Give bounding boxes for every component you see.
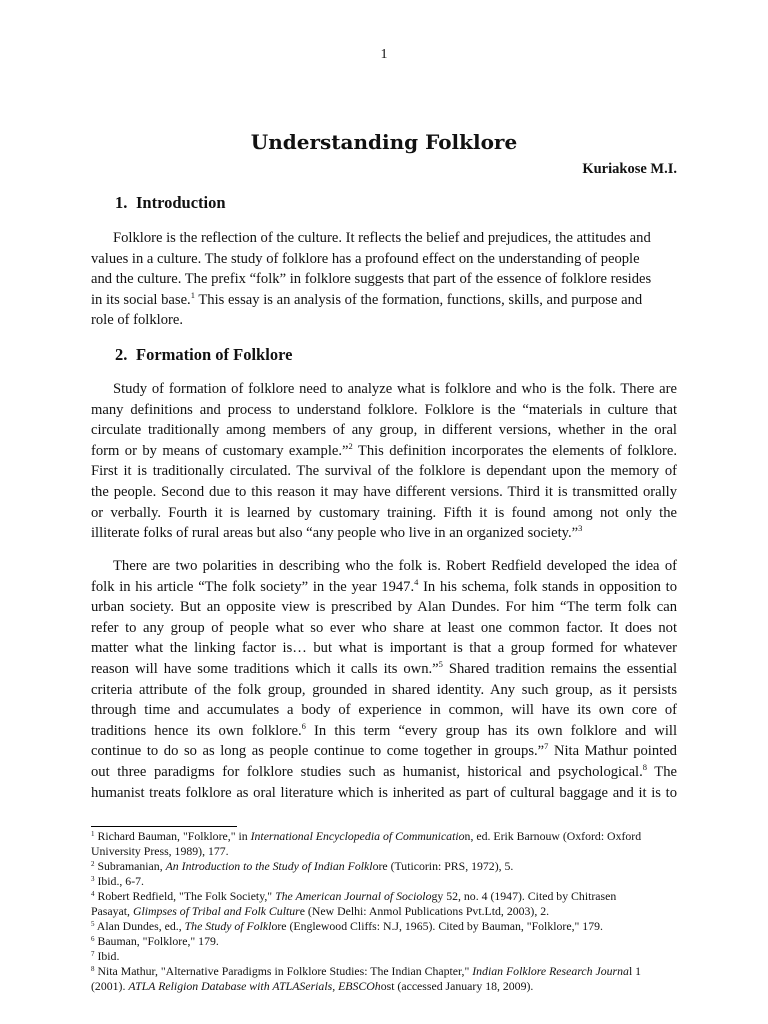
text-line: the people. Second due to this reason it may have different versions. Third it is transmitted orally bbox=[91, 483, 677, 500]
footnote-ref: 7 bbox=[544, 741, 549, 752]
text-run: The bbox=[647, 763, 677, 780]
footnote-number: 2 bbox=[91, 860, 95, 868]
footnote-4 bbox=[91, 889, 681, 904]
text-line: Folklore is the reflection of the culture. It reflects the belief and prejudices, the attitudes and bbox=[113, 230, 651, 246]
footnote-4-continued bbox=[91, 904, 681, 919]
text-line bbox=[91, 721, 677, 742]
text-run: out three paradigms for folklore studies such as humanist, historical and psychological. bbox=[91, 763, 643, 780]
section-title: Introduction bbox=[136, 193, 226, 212]
footnote-ref: 5 bbox=[438, 658, 443, 669]
footnote-title: Indian Folklore Research Journa bbox=[472, 964, 629, 978]
text-run: traditions hence its own folklore. bbox=[91, 722, 302, 739]
footnote-text: (2001). bbox=[91, 979, 129, 993]
footnote-title: An Introduction to the Study of Indian Folkl bbox=[165, 859, 373, 873]
footnote-5 bbox=[91, 919, 681, 934]
footnote-ref: 4 bbox=[414, 576, 419, 587]
text-line: matter what the linking factor is… but what is important is that a group formed for whatever bbox=[91, 640, 677, 657]
footnote-number: 4 bbox=[91, 890, 95, 898]
section-heading-introduction bbox=[115, 193, 226, 213]
text-line: humanist treats folklore as oral literature which is inherited as part of cultural baggage and it is to bbox=[91, 784, 677, 801]
footnote-number: 7 bbox=[91, 950, 95, 958]
footnote-text: Ibid. bbox=[94, 949, 120, 963]
text-run: reason will have some traditions which it calls its own.” bbox=[91, 660, 439, 677]
footnote-separator bbox=[91, 826, 237, 827]
footnote-text: ost (accessed January 18, 2009). bbox=[380, 979, 534, 993]
text-line: First it is traditionally circulated. The survival of the folklore is dependant upon the memory of bbox=[91, 463, 677, 480]
text-run: This essay is an analysis of the formation, functions, skills, and purpose and bbox=[194, 291, 643, 308]
text-line bbox=[91, 741, 677, 762]
footnote-8 bbox=[91, 964, 681, 979]
text-line: urban society. But an opposite view is prescribed by Alan Dundes. For him “The term folk can bbox=[91, 599, 677, 616]
text-line bbox=[91, 577, 677, 598]
introduction-paragraph bbox=[91, 228, 677, 331]
footnote-1 bbox=[91, 829, 681, 844]
footnote-title: Glimpses of Tribal and Folk Cultur bbox=[132, 904, 300, 918]
footnote-text: Alan Dundes, ed., bbox=[94, 919, 185, 933]
footnote-number: 5 bbox=[91, 920, 95, 928]
text-line: criteria attribute of the folk group, grounded in shared identity. Any such group, as it persists bbox=[91, 681, 677, 698]
text-line: circulate traditionally among members of any group, in different versions, whether in the oral bbox=[91, 422, 677, 439]
footnote-3 bbox=[91, 874, 681, 889]
text-line: role of folklore. bbox=[91, 312, 183, 329]
text-line: many definitions and process to understand folklore. Folklore is the “materials in culture that bbox=[91, 401, 677, 418]
footnote-text: Nita Mathur, "Alternative Paradigms in Folklore Studies: The Indian Chapter," bbox=[94, 964, 473, 978]
footnote-2 bbox=[91, 859, 681, 874]
footnote-text: e (New Delhi: Anmol Publications Pvt.Ltd, 2003), 2. bbox=[299, 904, 550, 918]
text-line bbox=[91, 290, 677, 311]
text-line: There are two polarities in describing who the folk is. Robert Redfield developed the idea of bbox=[113, 558, 677, 574]
text-run: in its social base. bbox=[91, 291, 191, 308]
footnote-text: Richard Bauman, "Folklore," in bbox=[94, 829, 251, 843]
text-run: folk in his article “The folk society” in the year 1947. bbox=[91, 578, 415, 595]
text-run: continue to do so as long as people continue to come together in groups.” bbox=[91, 743, 545, 760]
footnote-8-continued bbox=[91, 979, 681, 994]
section-heading-formation bbox=[115, 345, 292, 365]
footnote-number: 8 bbox=[91, 965, 95, 973]
section-number: 2. bbox=[115, 345, 128, 364]
text-line bbox=[91, 762, 677, 783]
author-name: Kuriakose M.I. bbox=[582, 161, 677, 177]
text-run: form or by means of customary example.” bbox=[91, 442, 349, 459]
footnote-text: Bauman, "Folklore," 179. bbox=[94, 934, 219, 948]
footnote-title: The Study of Folkl bbox=[184, 919, 272, 933]
text-line: or verbally. Fourth it is learned by customary training. Fifth it is found among not only the bbox=[91, 504, 677, 521]
text-line bbox=[91, 659, 677, 680]
text-line: refer to any group of people what so ever who share at least one common factor. It does not bbox=[91, 619, 677, 636]
footnote-number: 6 bbox=[91, 935, 95, 943]
text-run: In his schema, folk stands in opposition to bbox=[418, 578, 677, 595]
footnote-7 bbox=[91, 949, 681, 964]
footnote-text: Ibid., 6-7. bbox=[94, 874, 144, 888]
text-line bbox=[91, 441, 677, 462]
text-line: through time and accumulates a body of experience in common, will have its own core of bbox=[91, 702, 677, 719]
footnote-text: ore (Tuticorin: PRS, 1972), 5. bbox=[372, 859, 514, 873]
footnote-ref: 6 bbox=[301, 720, 306, 731]
section-title: Formation of Folklore bbox=[136, 345, 293, 364]
footnote-1-continued: University Press, 1989), 177. bbox=[91, 844, 229, 858]
text-run: In this term “every group has its own folklore and will bbox=[305, 722, 677, 739]
page-number: 1 bbox=[380, 47, 388, 62]
text-line bbox=[91, 523, 677, 544]
footnote-text: Pasayat, bbox=[91, 904, 133, 918]
footnote-text: n, ed. Erik Barnouw (Oxford: Oxford bbox=[464, 829, 642, 843]
footnote-title: International Encyclopedia of Communicatio bbox=[250, 829, 465, 843]
footnote-title: The American Journal of Sociolo bbox=[275, 889, 432, 903]
footnote-ref: 1 bbox=[190, 289, 195, 300]
footnote-text: ore (Englewood Cliffs: N.J, 1965). Cited by Bauman, "Folklore," 179. bbox=[271, 919, 603, 933]
text-line: Study of formation of folklore need to analyze what is folklore and who is the folk. There are bbox=[113, 381, 677, 397]
footnote-number: 1 bbox=[91, 830, 95, 838]
footnotes bbox=[91, 829, 681, 994]
text-run: Nita Mathur pointed bbox=[548, 743, 677, 760]
footnote-ref: 3 bbox=[578, 523, 583, 534]
text-line: values in a culture. The study of folklore has a profound effect on the understanding of people bbox=[91, 250, 640, 267]
footnote-title: ATLA Religion Database with ATLASerials, EBSCOh bbox=[128, 979, 381, 993]
section-number: 1. bbox=[115, 193, 128, 212]
footnote-number: 3 bbox=[91, 875, 95, 883]
footnote-text: gy 52, no. 4 (1947). Cited by Chitrasen bbox=[431, 889, 617, 903]
footnote-text: Robert Redfield, "The Folk Society," bbox=[94, 889, 276, 903]
polarities-paragraph bbox=[91, 556, 677, 803]
document-title: Understanding Folklore bbox=[250, 130, 518, 154]
footnote-text: Subramanian, bbox=[94, 859, 166, 873]
footnote-text: l 1 bbox=[628, 964, 642, 978]
text-line: and the culture. The prefix “folk” in folklore suggests that part of the essence of folklore resides bbox=[91, 271, 652, 288]
text-run: This definition incorporates the elements of folklore. bbox=[352, 442, 677, 459]
text-run: illiterate folks of rural areas but also “any people who live in an organized society.” bbox=[91, 525, 579, 542]
footnote-6 bbox=[91, 934, 681, 949]
footnote-ref: 2 bbox=[348, 440, 353, 451]
formation-paragraph bbox=[91, 379, 677, 544]
text-run: Shared tradition remains the essential bbox=[442, 660, 678, 677]
footnote-ref: 8 bbox=[642, 761, 647, 772]
